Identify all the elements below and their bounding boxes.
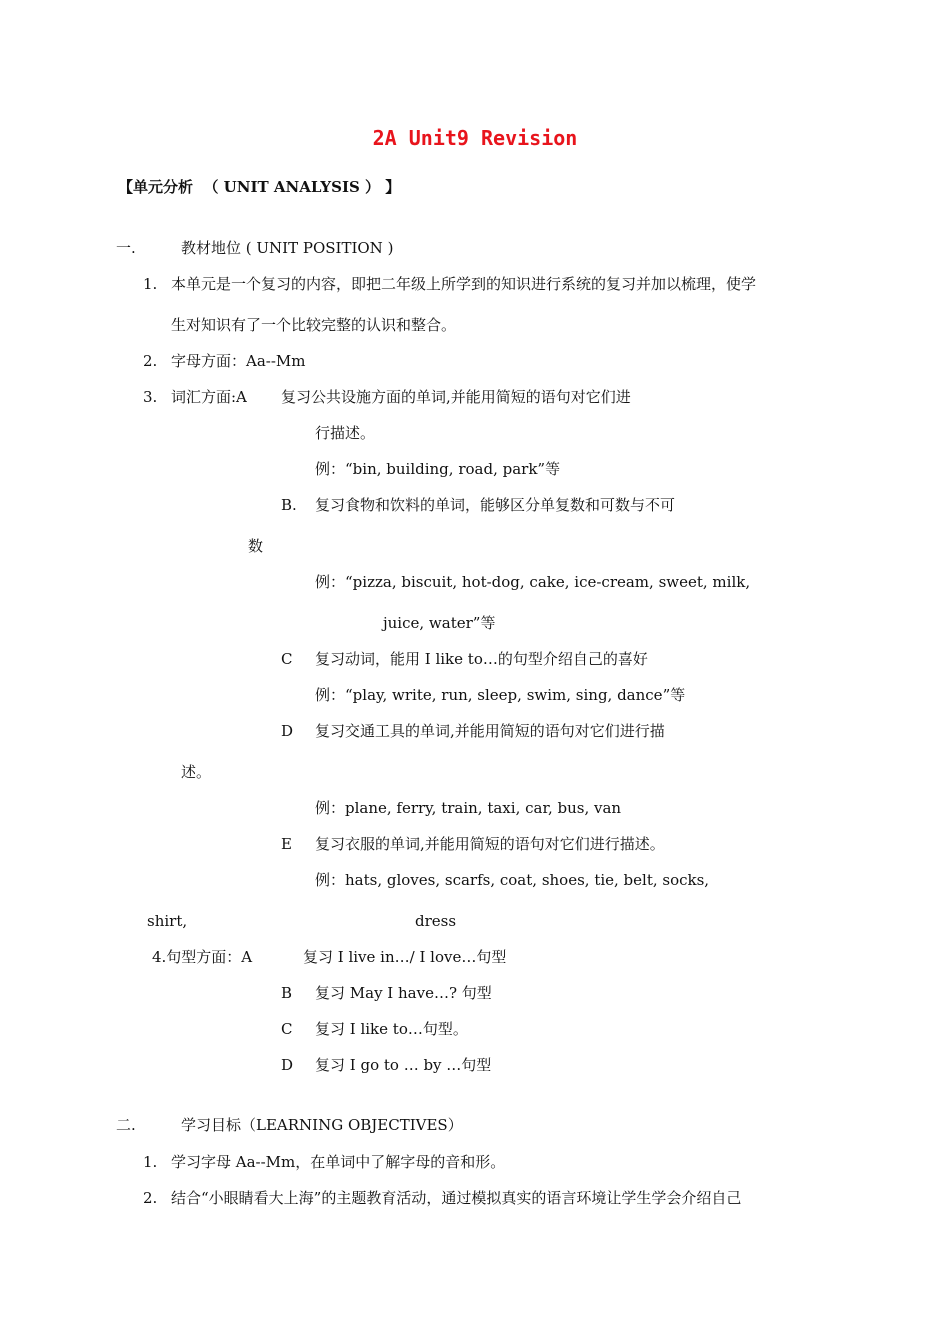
s2-item1-text: 学习字母 Aa--Mm，在单词中了解字母的音和形。 [171, 1153, 506, 1171]
vocab-b-example1: 例：“pizza, biscuit, hot-dog, cake, ice-cream, sweet, milk, [315, 573, 751, 591]
s2-item2-text: 结合“小眼睛看大上海”的主题教育活动，通过模拟真实的语言环境让学生学会介绍自己 [171, 1189, 742, 1207]
sentence-a-text: 复习 I live in…/ I love…句型 [303, 948, 507, 966]
sentence-b-letter: B [281, 984, 293, 1002]
vocab-d-line1: 复习交通工具的单词,并能用简短的语句对它们进行描 [315, 722, 665, 740]
vocab-d-line2: 述。 [181, 763, 212, 781]
s2-item1-number: 1. [143, 1153, 158, 1171]
vocab-b-letter: B. [281, 496, 297, 514]
vocab-e-example2-shirt: shirt, [147, 912, 188, 930]
vocab-e-example2-dress: dress [415, 912, 457, 930]
s1-item1-number: 1. [143, 275, 158, 293]
s1-item3-number: 3. [143, 388, 158, 406]
s1-item4-label: 4.句型方面：A [152, 948, 253, 966]
sentence-c-text: 复习 I like to…句型。 [315, 1020, 468, 1038]
vocab-b-example2: juice, water”等 [383, 614, 496, 632]
vocab-b-line2: 数 [248, 537, 264, 555]
vocab-c-letter: C [281, 650, 293, 668]
section1-heading: 教材地位 ( UNIT POSITION ) [181, 239, 394, 257]
vocab-a-line1: 复习公共设施方面的单词,并能用简短的语句对它们进 [281, 388, 631, 406]
unit-analysis-header: 【单元分析 （ UNIT ANALYSIS ） 】 [118, 178, 401, 196]
sentence-d-text: 复习 I go to … by …句型 [315, 1056, 492, 1074]
vocab-e-letter: E [281, 835, 292, 853]
s1-item3-label: 词汇方面:A [171, 388, 247, 406]
vocab-b-line1: 复习食物和饮料的单词，能够区分单复数和可数与不可 [315, 496, 676, 514]
vocab-c-example: 例：“play, write, run, sleep, swim, sing, dance”等 [315, 686, 686, 704]
section2-heading: 学习目标（LEARNING OBJECTIVES） [181, 1116, 463, 1134]
vocab-a-example: 例：“bin, building, road, park”等 [315, 460, 561, 478]
vocab-e-text: 复习衣服的单词,并能用简短的语句对它们进行描述。 [315, 835, 665, 853]
vocab-a-line2: 行描述。 [315, 424, 376, 442]
sentence-b-text: 复习 May I have…? 句型 [315, 984, 492, 1002]
section1-number: 一. [116, 239, 136, 257]
sentence-c-letter: C [281, 1020, 293, 1038]
section2-number: 二. [116, 1116, 136, 1134]
s2-item2-number: 2. [143, 1189, 158, 1207]
s1-item2-text: 字母方面：Aa--Mm [171, 352, 306, 370]
s1-item1-line1: 本单元是一个复习的内容，即把二年级上所学到的知识进行系统的复习并加以梳理，使学 [171, 275, 757, 293]
vocab-c-text: 复习动词，能用 I like to…的句型介绍自己的喜好 [315, 650, 648, 668]
sentence-d-letter: D [281, 1056, 294, 1074]
vocab-d-letter: D [281, 722, 294, 740]
s1-item2-number: 2. [143, 352, 158, 370]
vocab-d-example: 例：plane, ferry, train, taxi, car, bus, van [315, 799, 622, 817]
vocab-e-example1: 例：hats, gloves, scarfs, coat, shoes, tie, belt, socks, [315, 871, 710, 889]
document-title: 2A Unit9 Revision [372, 126, 578, 150]
s1-item1-line2: 生对知识有了一个比较完整的认识和整合。 [171, 316, 457, 334]
